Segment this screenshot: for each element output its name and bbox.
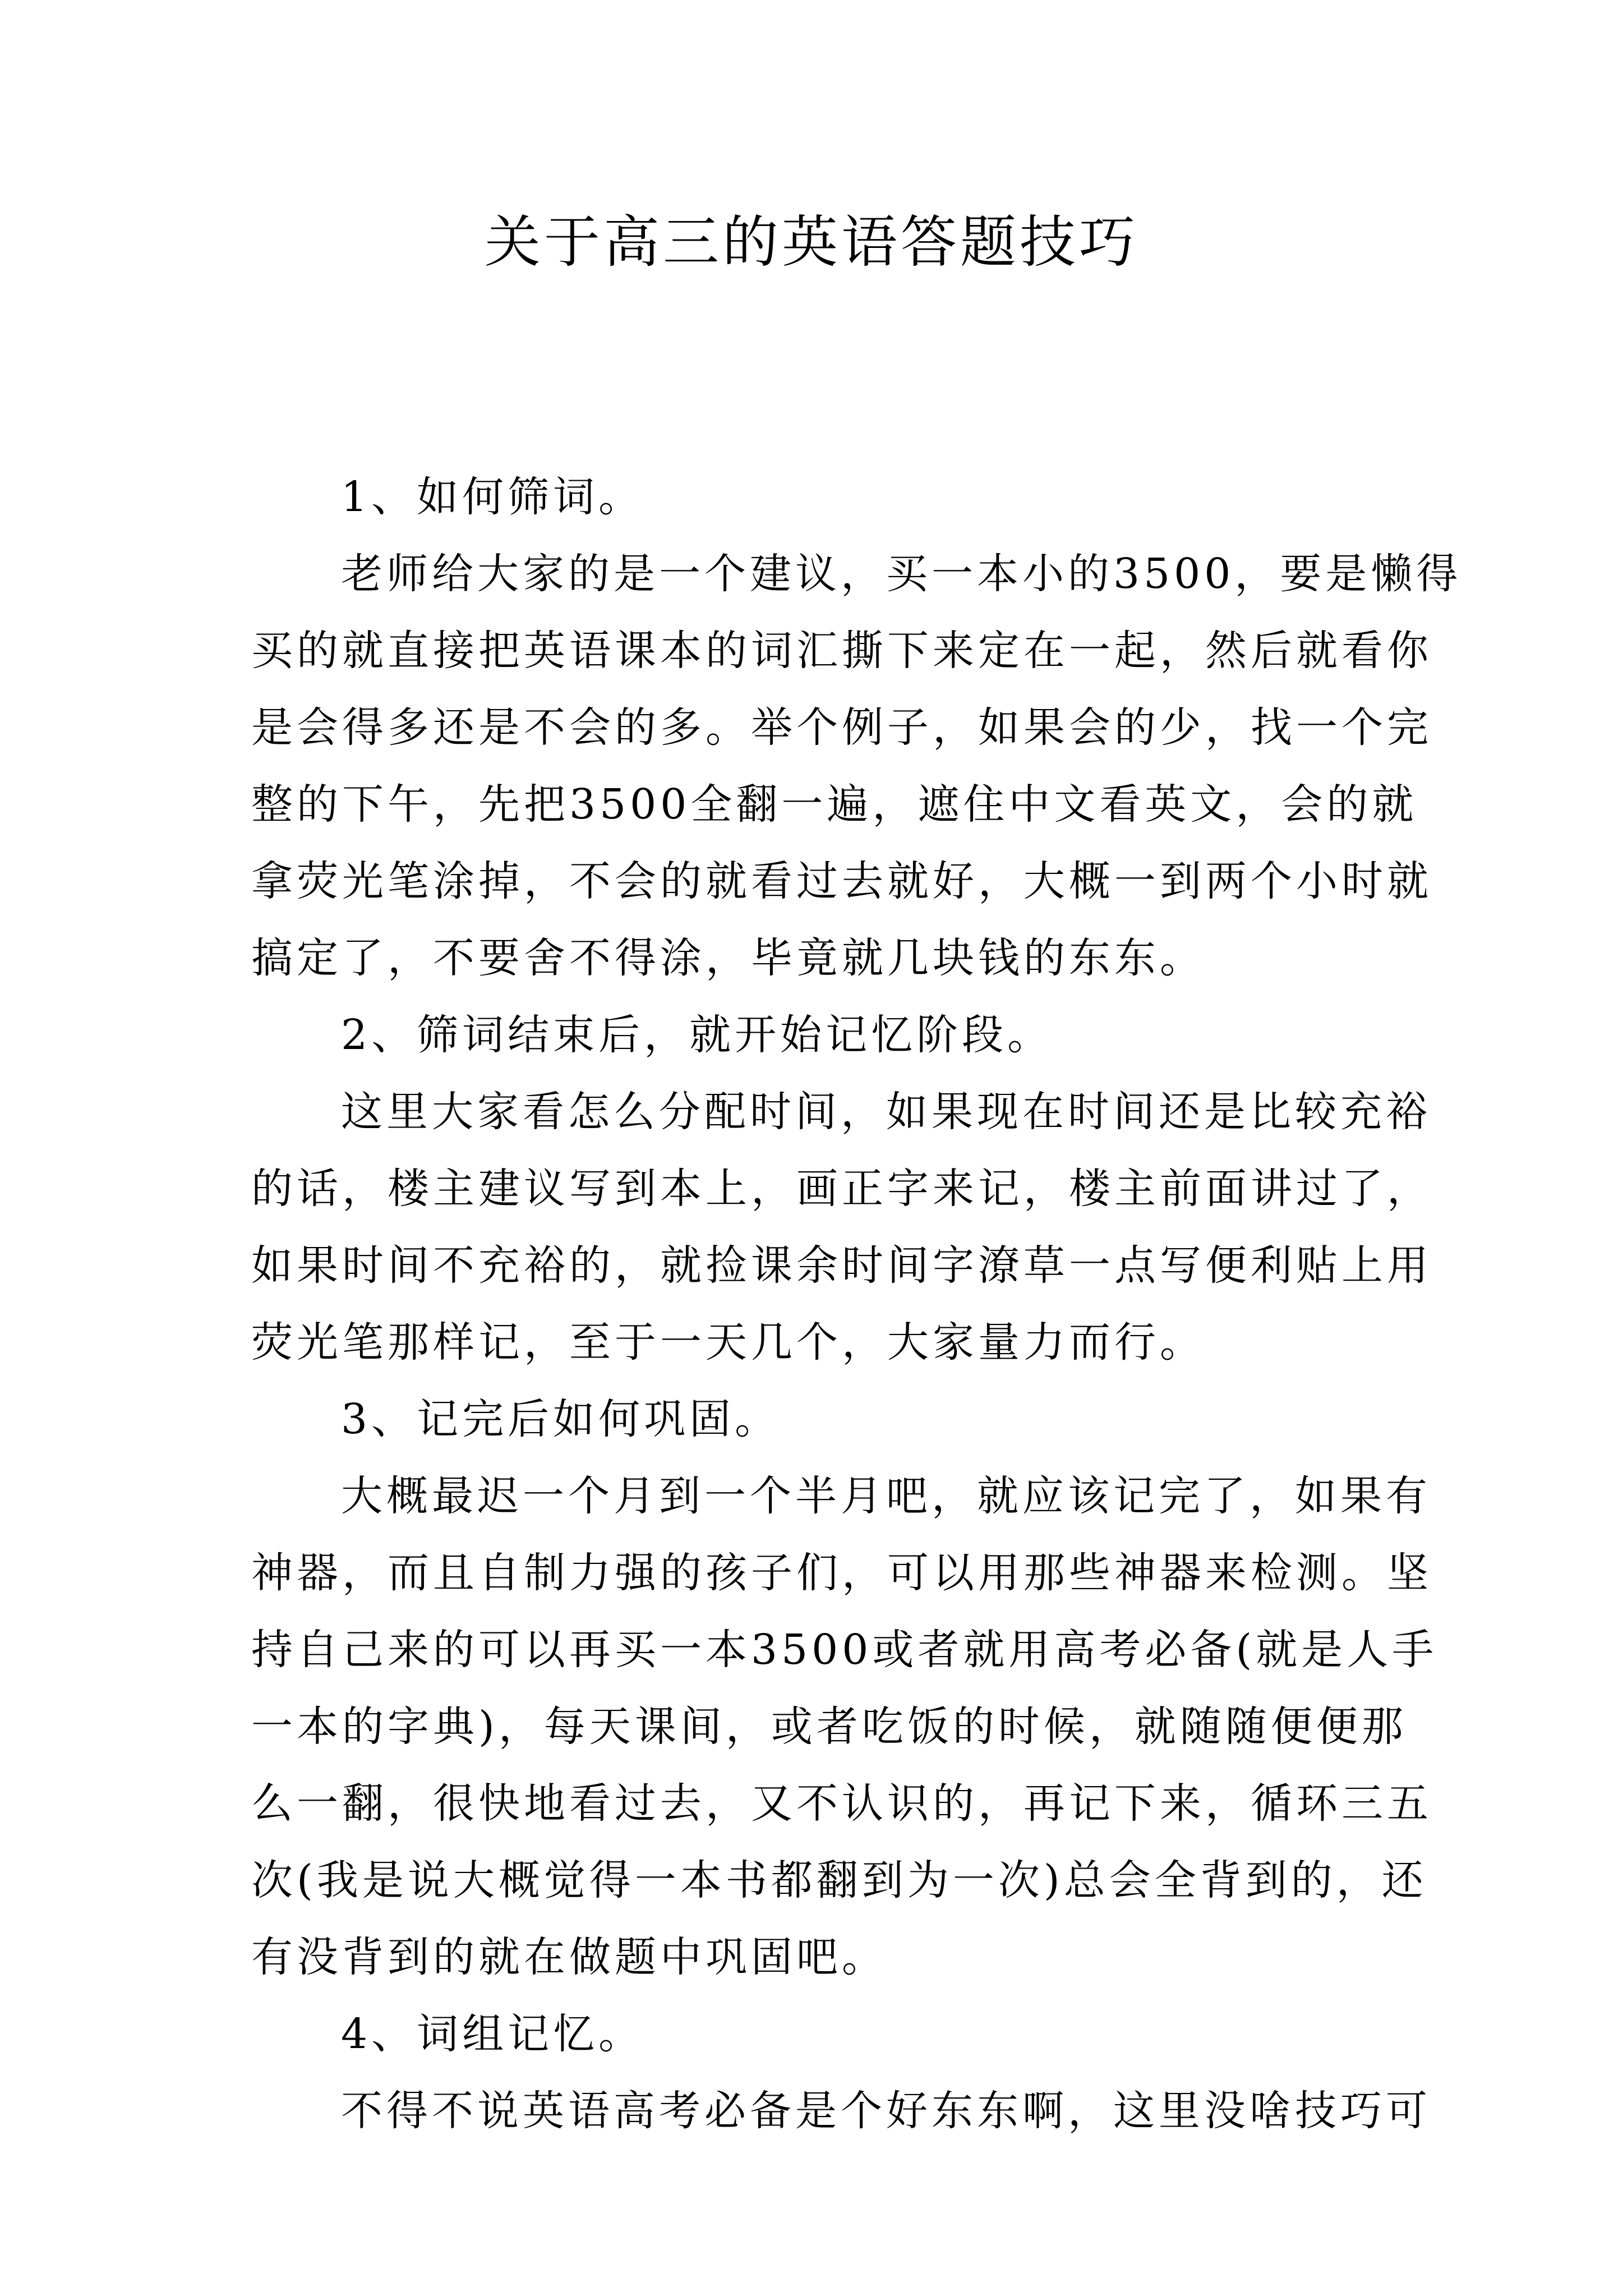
section-heading-1 [251,459,1395,536]
text-line: 这里大家看怎么分配时间，如果现在时间还是比较充裕 [341,1088,1431,1136]
text-line: 不得不说英语高考必备是个好东东啊，这里没啥技巧可 [341,2087,1431,2135]
text-line: 老师给大家的是一个建议，买一本小的3500，要是懒得 [341,550,1462,598]
paragraph-4 [251,2073,1431,2150]
text-line: 大概最迟一个月到一个半月吧，就应该记完了，如果有 [341,1472,1431,1520]
text-line: 神器，而且自制力强的孩子们，可以用那些神器来检测。坚 [251,1549,1432,1597]
text-line: 如果时间不充裕的，就捡课余时间字潦草一点写便利贴上用 [251,1241,1432,1290]
text-line: 2、筛词结束后，就开始记忆阶段。 [341,1011,1053,1059]
text-line: 买的就直接把英语课本的词汇撕下来定在一起，然后就看你 [251,627,1432,675]
document-title: 关于高三的英语答题技巧 [485,209,1138,275]
text-line: 有没背到的就在做题中巩固吧。 [251,1933,887,1981]
text-line: 1、如何筛词。 [341,473,644,521]
text-line: 持自己来的可以再买一本3500或者就用高考必备(就是人手 [251,1626,1438,1674]
text-line: 3、记完后如何巩固。 [341,1395,781,1443]
text-line: 的话，楼主建议写到本上，画正字来记，楼主前面讲过了， [251,1165,1432,1213]
text-line: 整的下午，先把3500全翻一遍，遮住中文看英文，会的就 [251,780,1418,829]
section-heading-2 [251,997,1395,1074]
text-line: 4、词组记忆。 [341,2010,644,2058]
text-line: 次(我是说大概觉得一本书都翻到为一次)总会全背到的，还 [251,1856,1427,1904]
paragraph-2 [251,1074,1432,1381]
document-body [251,459,1462,2150]
section-heading-4 [251,1996,1395,2073]
paragraph-1 [251,536,1462,997]
text-line: 拿荧光笔涂掉，不会的就看过去就好，大概一到两个小时就 [251,857,1432,905]
paragraph-3 [251,1458,1438,1996]
text-line: 荧光笔那样记，至于一天几个，大家量力而行。 [251,1318,1205,1366]
section-heading-3 [251,1381,1395,1458]
text-line: 一本的字典)，每天课间，或者吃饭的时候，就随随便便那 [251,1703,1407,1751]
text-line: 是会得多还是不会的多。举个例子，如果会的少，找一个完 [251,703,1432,752]
text-line: 搞定了，不要舍不得涂，毕竟就几块钱的东东。 [251,934,1205,982]
text-line: 么一翻，很快地看过去，又不认识的，再记下来，循环三五 [251,1779,1432,1828]
